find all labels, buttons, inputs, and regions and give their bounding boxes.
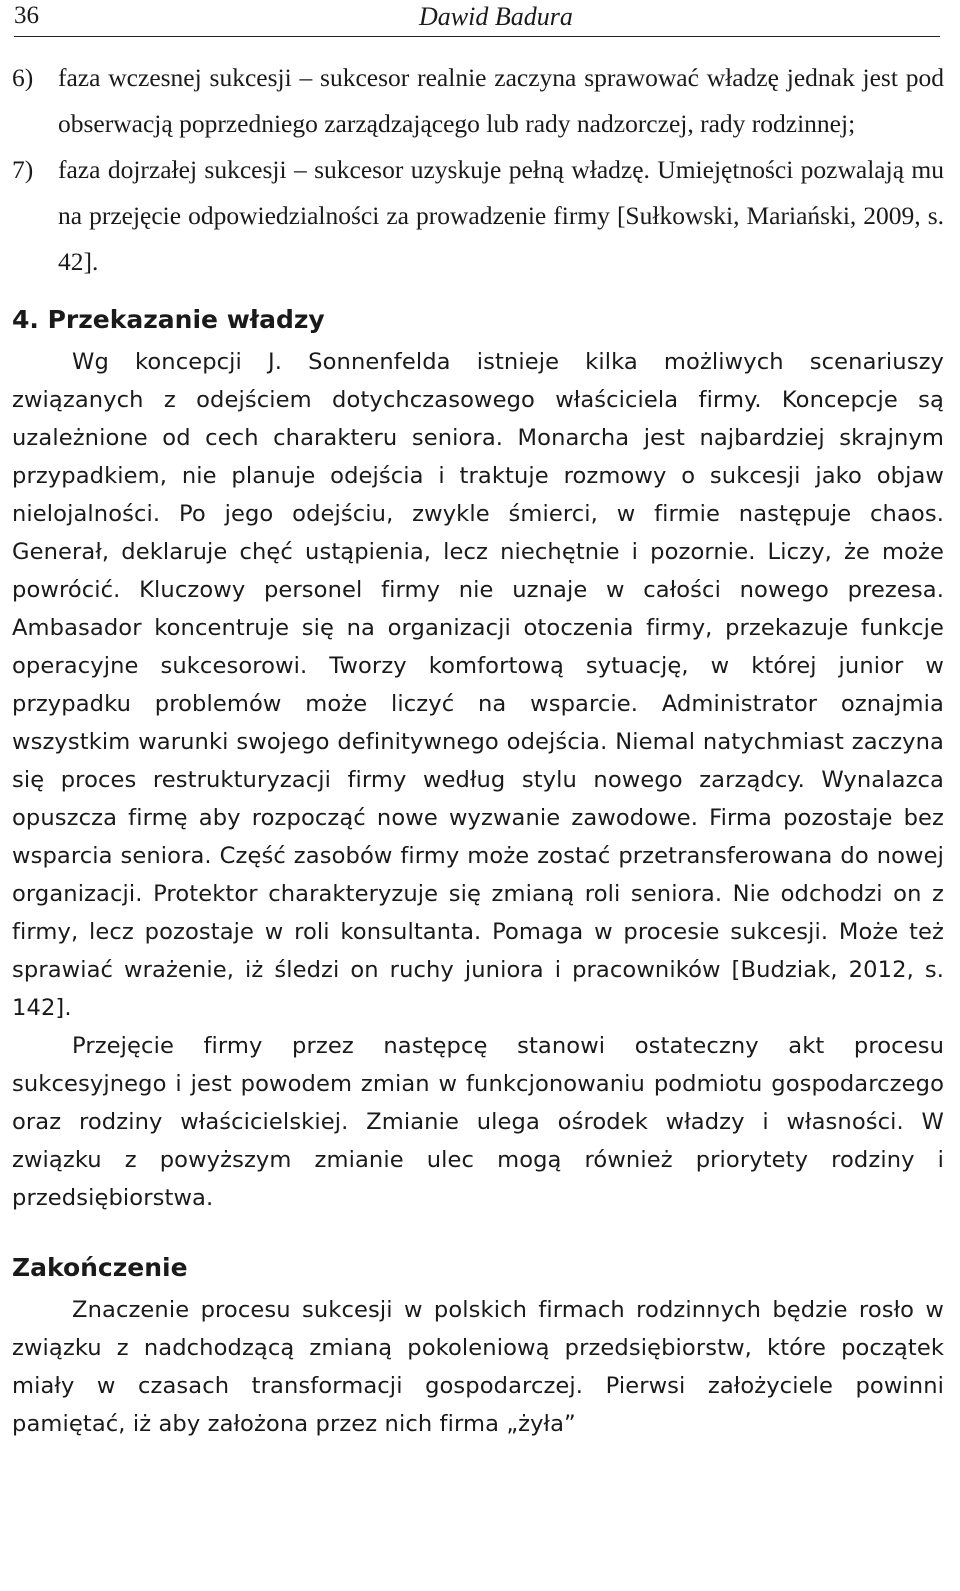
running-header <box>14 0 940 37</box>
list-item-text: faza dojrzałej sukcesji – sukcesor uzyskuje pełną władzę. Umiejętności pozwalają mu na przejęcie odpowiedzialności za prowadzenie firmy [Sułkowski, Mariański, 2009, s. 42]. <box>58 155 944 276</box>
list-item <box>8 147 944 285</box>
conclusion-paragraph: Znaczenie procesu sukcesji w polskich firmach rodzinnych będzie rosło w związku z nadchodzącą zmianą pokoleniową przedsiębiorstw, które początek miały w czasach transformacji gospodarczej. Pierwsi założyciele powinni pamiętać, iż aby założona przez nich firma „żyła” <box>12 1297 944 1437</box>
conclusion-heading: Zakończenie <box>12 1253 188 1282</box>
running-header-author: Dawid Badura <box>419 2 573 31</box>
list-item-number: 6) <box>12 63 34 92</box>
section-paragraph: Przejęcie firmy przez następcę stanowi ostateczny akt procesu sukcesyjnego i jest powodem zmian w funkcjonowaniu podmiotu gospodarczego oraz rodziny właścicielskiej. Zmianie ulega ośrodek władzy i własności. W związku z powyższym zmianie ulec mogą również priorytety rodziny i przedsiębiorstwa. <box>12 1033 944 1211</box>
section-paragraph: Wg koncepcji J. Sonnenfelda istnieje kilka możliwych scenariuszy związanych z odejściem dotychczasowego właściciela firmy. Koncepcje są uzależnione od cech charakteru seniora. Monarcha jest najbardziej skrajnym przypadkiem, nie planuje odejścia i traktuje rozmowy o sukcesji jako objaw nielojalności. Po jego odejściu, zwykle śmierci, w firmie następuje chaos. Generał, deklaruje chęć ustąpienia, lecz niechętnie i pozornie. Liczy, że może powrócić. Kluczowy personel firmy nie uznaje w całości nowego prezesa. Ambasador koncentruje się na organizacji otoczenia firmy, przekazuje funkcje operacyjne sukcesorowi. Tworzy komfortową sytuację, w której junior w przypadku problemów może liczyć na wsparcie. Administrator oznajmia wszystkim warunki swojego definitywnego odejścia. Niemal natychmiast zaczyna się proces restrukturyzacji firmy według stylu nowego zarządcy. Wynalazca opuszcza firmę aby rozpocząć nowe wyzwanie zawodowe. Firma pozostaje bez wsparcia seniora. Część zasobów firmy może zostać przetransferowana do nowej organizacji. Protektor charakteryzuje się zmianą roli seniora. Nie odchodzi on z firmy, lecz pozostaje w roli konsultanta. Pomaga w procesie sukcesji. Może też sprawiać wrażenie, iż śledzi on ruchy juniora i pracowników [Budziak, 2012, s. 142]. <box>12 349 944 1021</box>
list-item-text: faza wczesnej sukcesji – sukcesor realnie zaczyna sprawować władzę jednak jest pod obserwacją poprzedniego zarządzającego lub rady nadzorczej, rady rodzinnej; <box>58 63 944 138</box>
list-item <box>8 55 944 147</box>
section-heading: 4. Przekazanie władzy <box>12 305 325 334</box>
list-item-number: 7) <box>12 155 34 184</box>
page-number: 36 <box>14 2 39 29</box>
phase-list <box>8 55 944 285</box>
